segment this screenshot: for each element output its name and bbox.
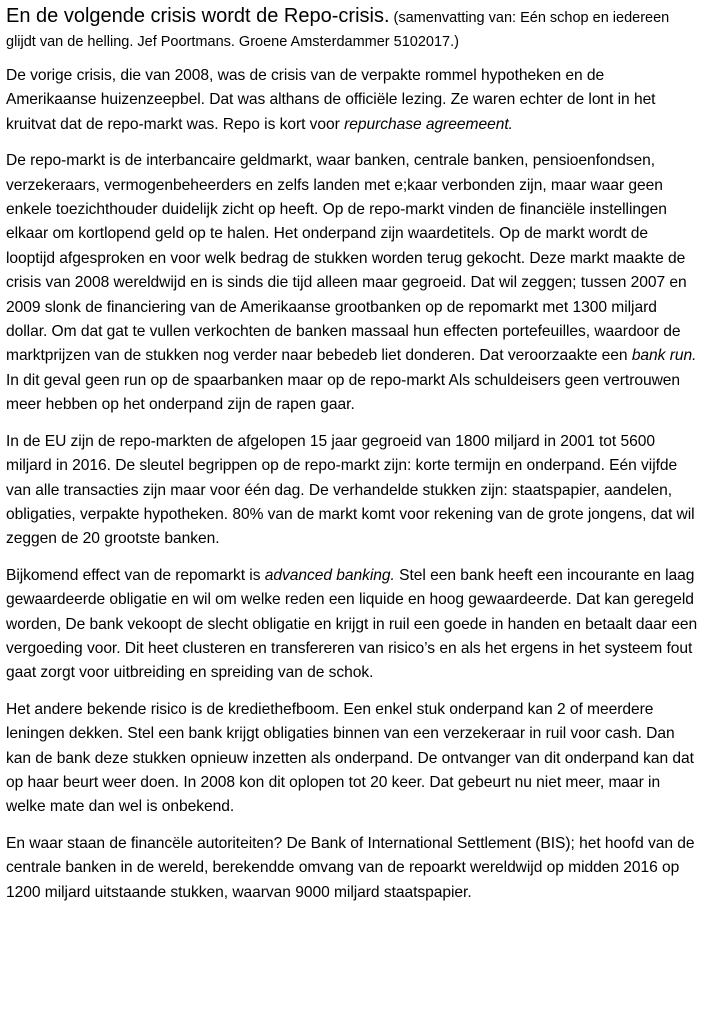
- document-subtitle: (samenvatting van: Eén schop en iedereen glijdt van de helling. Jef Poortmans. Groene Amsterdammer 5102017.): [6, 10, 670, 50]
- paragraph-text: In dit geval geen run op de spaarbanken maar op de repo-markt Als schuldeisers geen vertrouwen meer hebben op het onderpand zijn de rapen gaar.: [6, 371, 681, 414]
- paragraph-text: Het andere bekende risico is de krediethefboom. Een enkel stuk onderpand kan 2 of meerdere leningen dekken. Stel een bank krijgt obligaties binnen van een verzekeraar in ruil voor cash. Dan kan de bank deze stukken opnieuw inzetten als onderpand. De ontvanger van dit onderpand kan dat op haar beurt weer doen. In 2008 kon dit oplopen tot 20 keer. Dat gebeurt nu niet meer, maar in welke mate dan wel is onbekend.: [6, 700, 694, 816]
- paragraph-advanced-banking: [6, 564, 698, 686]
- paragraph-text: De repo-markt is de interbancaire geldmarkt, waar banken, centrale banken, pensioenfondsen, verzekeraars, vermogenbeheerders en zelfs landen met e;kaar verbonden zijn, maar waar geen enkele toezichthouder duidelijk zicht op heeft. Op de repo-markt vinden de financiële instellingen elkaar om kortlopend geld op te halen. Het onderpand zijn waardetitels. Op de markt wordt de looptijd afgesproken en voor welk bedrag de stukken worden terug gekocht. Deze markt maakte de crisis van 2008 wereldwijd en is sinds die tijd alleen maar gegroeid. Dat wil zeggen; tussen 2007 en 2009 slonk de financiering van de Amerikaanse grootbanken op de repomarkt met 1300 miljard dollar. Om dat gat te vullen verkochten de banken massaal hun effecten portefeuilles, waardoor de marktprijzen van de stukken nog verder naar bebedeb liet donderen. Dat veroorzaakte een: [6, 152, 687, 365]
- document-header: [6, 4, 698, 54]
- paragraph-emphasis: bank run.: [631, 347, 697, 365]
- paragraph-authorities: [6, 832, 698, 905]
- paragraph-text: In de EU zijn de repo-markten de afgelopen 15 jaar gegroeid van 1800 miljard in 2001 tot 5600 miljard in 2016. De sleutel begrippen op de repo-markt zijn: korte termijn en onderpand. Eén vijfde van alle transacties zijn maar voor één dag. De verhandelde stukken zijn: staatspapier, aandelen, obligaties, verpakte hypotheken. 80% van de markt komt voor rekening van de grote jongens, dat wil zeggen de 20 grootste banken.: [6, 432, 695, 548]
- paragraph-leverage: [6, 698, 698, 820]
- paragraph-text: En waar staan de financële autoriteiten? De Bank of International Settlement (BIS); het hoofd van de centrale banken in de wereld, berekendde omvang van de repoarkt wereldwijd op midden 2016 op 1200 miljard uitstaande stukken, waarvan 9000 miljard staatspapier.: [6, 834, 695, 901]
- paragraph-text: De vorige crisis, die van 2008, was de crisis van de verpakte rommel hypotheken en de Amerikaanse huizenzeepbel. Dat was althans de officiële lezing. Ze waren echter de lont in het kruitvat dat de repo-markt was. Repo is kort voor: [6, 67, 656, 133]
- paragraph-eu-growth: [6, 430, 698, 552]
- document-title: En de volgende crisis wordt de Repo-crisis.: [6, 5, 390, 27]
- paragraph-text: Stel een bank heeft een incourante en laag gewaardeerde obligatie en wil om welke reden een liquide en hoog gewaardeerde. Dat kan geregeld worden, De bank vekoopt de slecht obligatie en krijgt in ruil een goede in handen en betaalt daar een vergoeding voor. Dit heet clusteren en transfereren van risico’s en als het ergens in het systeem fout gaat zorgt voor uitbreiding en spreiding van de schok.: [6, 566, 698, 682]
- paragraph-text: Bijkomend effect van de repomarkt is: [6, 566, 265, 584]
- paragraph-emphasis: repurchase agreemeent.: [344, 115, 513, 133]
- paragraph-intro: [6, 64, 698, 137]
- paragraph-repo-market: [6, 149, 698, 417]
- paragraph-emphasis: advanced banking.: [264, 566, 395, 584]
